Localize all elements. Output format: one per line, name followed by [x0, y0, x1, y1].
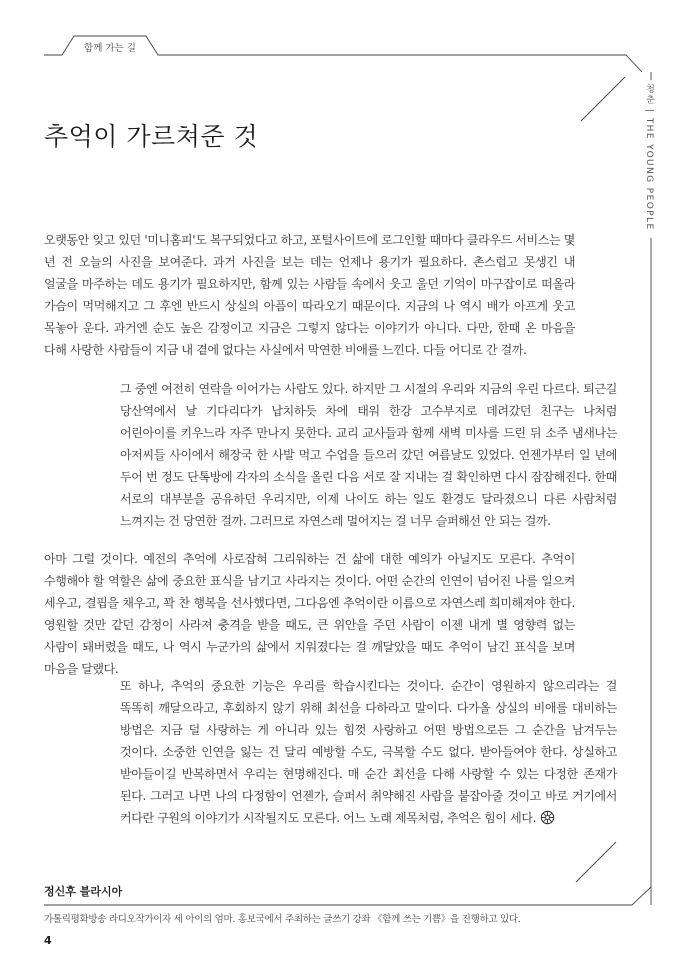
footer-diagonal-line [576, 842, 616, 882]
page-number: 4 [44, 934, 52, 947]
article-paragraph-1: 오랫동안 잊고 있던 '미니홈피'도 복구되었다고 하고, 포털사이트에 로그인할 때마다 클라우드 서비스는 몇 년 전 오늘의 사진을 보여준다. 과거 사진을 보는 데는 언제나 용기가 필요하다. 촌스럽고 못생긴 내 얼굴을 마주하는 데도 용기가 필요하지만, 함께 있는 사람들 속에서 웃고 울던 기억이 마구잡이로 떠올라 가슴이 먹먹해지고 그 후엔 반드시 상실의 아픔이 따라오기 때문이다. 지금의 나 역시 배가 아프게 웃고 목놓아 운다. 과거엔 순도 높은 감정이고 지금은 그렇지 않다는 이야기가 아니다. 다만, 한때 온 마음을 다해 사랑한 사람들이 지금 내 곁에 없다는 사실에서 막연한 비애를 느낀다. 다들 어디로 간 걸까. [44, 233, 575, 357]
article-paragraph-4 [120, 675, 617, 829]
author-bio: 가톨릭평화방송 라디오작가이자 세 아이의 엄마. 홍보국에서 주최하는 글쓰기 강좌 《함께 쓰는 기쁨》을 진행하고 있다. [44, 914, 521, 925]
article-paragraph-2: 그 중엔 여전히 연락을 이어가는 사람도 있다. 하지만 그 시절의 우리와 지금의 우린 다르다. 퇴근길 당산역에서 날 기다리다가 납치하듯 차에 태워 한강 고수부지로 데려갔던 친구는 나처럼 어린아이를 키우느라 자주 만나지 못한다. 교리 교사들과 함께 새벽 미사를 드린 뒤 소주 냄새나는 아저씨들 사이에서 해장국 한 사발 먹고 수업을 들으러 갔던 여름날도 있었다. 언젠가부터 일 년에 두어 번 정도 단톡방에 각자의 소식을 올린 다음 서로 잘 지내는 걸 확인하면 다시 잠잠해진다. 한때 서로의 대부분을 공유하던 우리지만, 이제 나이도 하는 일도 환경도 달라졌으니 다른 사람처럼 느껴지는 건 당연한 걸까. 그러므로 자연스레 멀어지는 걸 너무 슬퍼해선 안 되는 걸까. [120, 382, 617, 528]
end-of-article-icon [540, 810, 555, 825]
author-rule [44, 887, 651, 905]
header-diagonal-line [581, 77, 625, 121]
article-paragraph-3: 아마 그럴 것이다. 예전의 추억에 사로잡혀 그리워하는 건 삶에 대한 예의가 아닐지도 모른다. 추억이 수행해야 할 역할은 삶에 중요한 표식을 남기고 사라지는 것이다. 어떤 순간의 인연이 넘어진 나를 일으켜 세우고, 결핍을 채우고, 꽉 찬 행복을 선사했다면, 그다음엔 추억이란 이름으로 자연스레 희미해져야 한다. 영원할 것만 같던 감정이 사라져 충격을 받을 때도, 큰 위안을 주던 사람이 이젠 내게 별 영향력 없는 사람이 돼버렸을 때도, 나 역시 누군가의 삶에서 지워졌다는 걸 깨달았을 때도 추억이 남긴 표식을 보며 마음을 달랬다. [44, 552, 575, 676]
author-name: 정신후 블라시아 [44, 885, 123, 898]
article-title: 추억이 가르쳐준 것 [44, 122, 259, 151]
side-section-label: 청춘 | THE YOUNG PEOPLE [644, 84, 654, 231]
article-paragraph-4-text: 또 하나, 추억의 중요한 기능은 우리를 학습시킨다는 것이다. 순간이 영원하지 않으리라는 걸 똑똑히 깨달으라고, 후회하지 않기 위해 최선을 다하라고 말이다. 다가올 상실의 비애를 대비하는 방법은 지금 덜 사랑하는 게 아니라 있는 힘껏 사랑하고 어떤 방법으로든 그 순간을 남겨두는 것이다. 소중한 인연을 잃는 건 달리 예방할 수도, 극복할 수도 없다. 받아들여야 한다. 상실하고 받아들이길 반복하면서 우리는 현명해진다. 매 순간 최선을 다해 사랑할 수 있는 다정한 존재가 된다. 그러고 나면 나의 다정함이 언젠가, 슬퍼서 취약해진 사람을 붙잡아줄 것이고 바로 거기에서 커다란 구원의 이야기가 시작될지도 모른다. 어느 노래 제목처럼, 추억은 힘이 세다. [120, 679, 617, 825]
section-label: 함께 가는 길 [84, 43, 136, 54]
